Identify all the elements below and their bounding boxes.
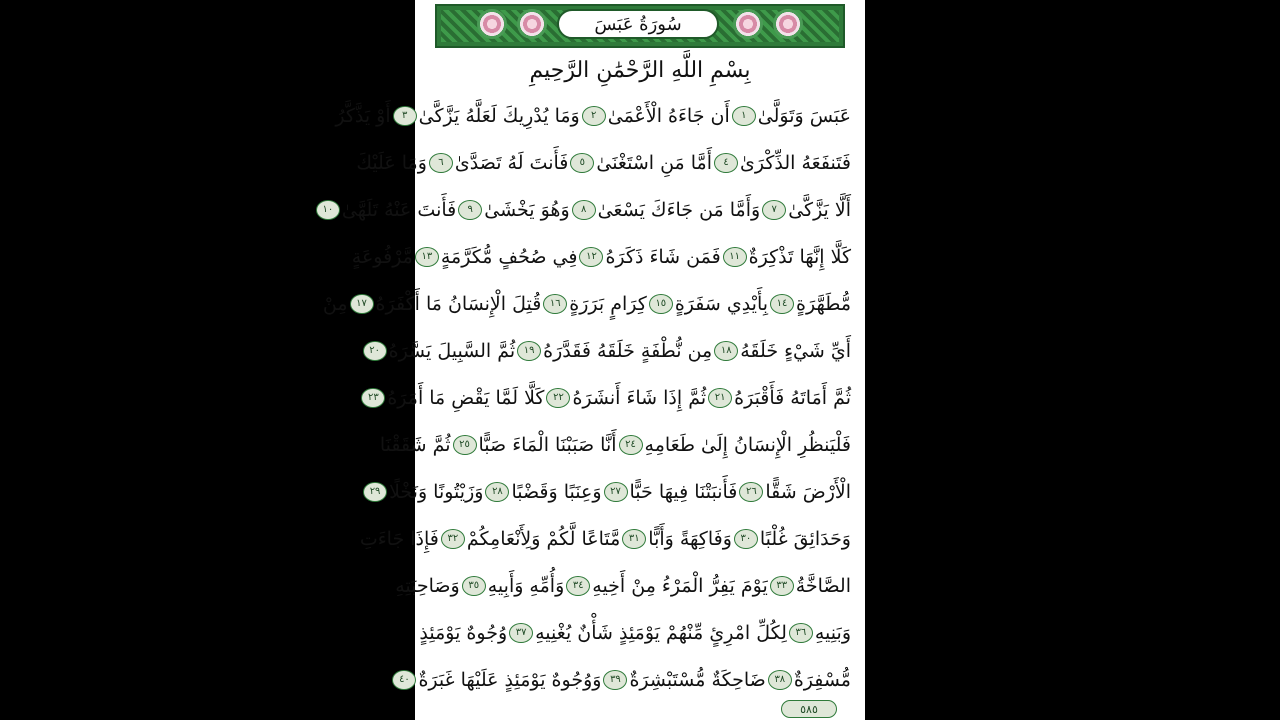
verse-text: وَفَاكِهَةً وَأَبًّا bbox=[648, 527, 732, 550]
verse-line bbox=[369, 327, 851, 374]
page-number: ٥٨٥ bbox=[800, 702, 818, 716]
rosette-ornament-icon bbox=[517, 9, 547, 39]
mushaf-page bbox=[322, 0, 865, 720]
verse-text: أَن جَاءَهُ الْأَعْمَىٰ bbox=[607, 104, 730, 127]
ayah-number-marker: ١٣ bbox=[415, 247, 439, 267]
verse-text: كِرَامٍ بَرَرَةٍ bbox=[569, 292, 647, 315]
ayah-number-marker: ٣٨ bbox=[768, 670, 792, 690]
ayah-number-marker: ٣٩ bbox=[603, 670, 627, 690]
verse-text: وَحَدَائِقَ غُلْبًا bbox=[759, 527, 851, 550]
ayah-number-marker: ٢٨ bbox=[485, 482, 509, 502]
ayah-number-marker: ١ bbox=[732, 106, 756, 126]
ayah-number-marker: ٣٦ bbox=[789, 623, 813, 643]
surah-title: سُورَةُ عَبَسَ bbox=[594, 13, 682, 35]
verse-text: فَأَنتَ عَنْهُ تَلَهَّىٰ bbox=[341, 198, 457, 221]
verse-text: فَتَنفَعَهُ الذِّكْرَىٰ bbox=[740, 151, 851, 174]
verse-text: مُّطَهَّرَةٍ bbox=[796, 292, 851, 315]
verse-text: الْأَرْضَ شَقًّا bbox=[765, 480, 851, 503]
ayah-number-marker: ٧ bbox=[762, 200, 786, 220]
verse-text: وَأَمَّا مَن جَاءَكَ يَسْعَىٰ bbox=[597, 198, 761, 221]
ayah-number-marker: ٣٧ bbox=[509, 623, 533, 643]
verse-text: وَمَا يُدْرِيكَ لَعَلَّهُ يَزَّكَّىٰ bbox=[418, 104, 580, 127]
verse-line bbox=[367, 374, 851, 421]
verse-text: عَبَسَ وَتَوَلَّىٰ bbox=[757, 104, 851, 127]
ayah-number-marker: ٢٢ bbox=[546, 388, 570, 408]
ayah-number-marker: ١٩ bbox=[517, 341, 541, 361]
rosette-ornament-icon bbox=[733, 9, 763, 39]
verse-text: مَّرْفُوعَةٍ bbox=[351, 245, 413, 268]
verse-text: مِن نُّطْفَةٍ خَلَقَهُ فَقَدَّرَهُ bbox=[543, 339, 713, 362]
verse-line bbox=[369, 468, 851, 515]
ayah-number-marker: ٩ bbox=[458, 200, 482, 220]
rosette-ornament-icon bbox=[477, 9, 507, 39]
ayah-number-marker: ٢ bbox=[582, 106, 606, 126]
verse-text: كَلَّا إِنَّهَا تَذْكِرَةٌ bbox=[748, 245, 851, 268]
verse-text: ضَاحِكَةٌ مُّسْتَبْشِرَةٌ bbox=[629, 668, 766, 691]
surah-header-frame bbox=[435, 4, 845, 48]
ayah-number-marker: ٣٠ bbox=[734, 529, 758, 549]
verse-text: مُّسْفِرَةٌ bbox=[793, 668, 851, 691]
verse-text: فَمَن شَاءَ ذَكَرَهُ bbox=[605, 245, 721, 268]
surah-title-cartouche bbox=[557, 9, 719, 39]
verse-line bbox=[335, 92, 851, 139]
verse-text: فَأَنتَ لَهُ تَصَدَّىٰ bbox=[454, 151, 569, 174]
verse-text: ثُمَّ إِذَا شَاءَ أَنشَرَهُ bbox=[572, 386, 707, 409]
verse-text: وَبَنِيهِ bbox=[814, 621, 851, 644]
ayah-number-marker: ٣١ bbox=[622, 529, 646, 549]
verse-text: وَوُجُوهٌ يَوْمَئِذٍ عَلَيْهَا غَبَرَةٌ bbox=[418, 668, 602, 691]
verse-line bbox=[419, 609, 851, 656]
ayah-number-marker: ٣٣ bbox=[770, 576, 794, 596]
verse-text: وَمَا عَلَيْكَ bbox=[356, 151, 427, 174]
ayah-number-marker: ١٧ bbox=[350, 294, 374, 314]
verse-text: مِنْ bbox=[322, 292, 348, 315]
ayah-number-marker: ٣٢ bbox=[441, 529, 465, 549]
verse-text: ثُمَّ أَمَاتَهُ فَأَقْبَرَهُ bbox=[734, 386, 851, 409]
verse-text: أَلَّا يَزَّكَّىٰ bbox=[788, 198, 851, 221]
verse-text: فَأَنبَتْنَا فِيهَا حَبًّا bbox=[629, 480, 738, 503]
verse-text: يَوْمَ يَفِرُّ الْمَرْءُ مِنْ أَخِيهِ bbox=[592, 574, 768, 597]
verse-text: أَمَّا مَنِ اسْتَغْنَىٰ bbox=[596, 151, 712, 174]
ayah-number-marker: ٤٠ bbox=[392, 670, 416, 690]
verse-text: بِأَيْدِي سَفَرَةٍ bbox=[674, 292, 769, 315]
verse-text: قُتِلَ الْإِنسَانُ مَا أَكْفَرَهُ bbox=[375, 292, 542, 315]
ayah-number-marker: ٢٧ bbox=[604, 482, 628, 502]
ayah-number-marker: ٢٤ bbox=[619, 435, 643, 455]
verse-text: مَّتَاعًا لَّكُمْ وَلِأَنْعَامِكُمْ bbox=[466, 527, 621, 550]
ayah-number-marker: ٢٩ bbox=[363, 482, 387, 502]
ayah-number-marker: ٢٠ bbox=[363, 341, 387, 361]
verse-line bbox=[399, 656, 851, 703]
verse-text: فِي صُحُفٍ مُّكَرَّمَةٍ bbox=[440, 245, 578, 268]
ayah-number-marker: ١٢ bbox=[579, 247, 603, 267]
ayah-number-marker: ٨ bbox=[572, 200, 596, 220]
ayah-number-marker: ١٨ bbox=[714, 341, 738, 361]
ayah-number-marker: ٢١ bbox=[708, 388, 732, 408]
rosette-ornament-icon bbox=[773, 9, 803, 39]
verse-line bbox=[359, 515, 851, 562]
verse-line bbox=[351, 233, 851, 280]
verse-text: وُجُوهٌ يَوْمَئِذٍ bbox=[419, 621, 508, 644]
verse-text: ثُمَّ شَقَقْنَا bbox=[379, 433, 451, 456]
verse-line bbox=[395, 562, 851, 609]
ayah-number-marker: ٣ bbox=[393, 106, 417, 126]
page-number-badge bbox=[781, 700, 837, 718]
verse-text: وَهُوَ يَخْشَىٰ bbox=[484, 198, 570, 221]
ayah-number-marker: ٢٦ bbox=[739, 482, 763, 502]
verse-text: فَلْيَنظُرِ الْإِنسَانُ إِلَىٰ طَعَامِهِ bbox=[644, 433, 851, 456]
ayah-number-marker: ١٥ bbox=[649, 294, 673, 314]
verse-line bbox=[322, 186, 851, 233]
verse-text: ثُمَّ السَّبِيلَ يَسَّرَهُ bbox=[388, 339, 516, 362]
verse-text: أَوْ يَذَّكَّرُ bbox=[335, 104, 391, 127]
verse-text: كَلَّا لَمَّا يَقْضِ مَا أَمَرَهُ bbox=[387, 386, 545, 409]
ayah-number-marker: ٥ bbox=[570, 153, 594, 173]
ayah-number-marker: ١٠ bbox=[316, 200, 340, 220]
verse-text: وَأُمِّهِ وَأَبِيهِ bbox=[487, 574, 565, 597]
verse-text: أَنَّا صَبَبْنَا الْمَاءَ صَبًّا bbox=[478, 433, 617, 456]
verse-lines bbox=[322, 92, 851, 703]
ayah-number-marker: ١٦ bbox=[543, 294, 567, 314]
ayah-number-marker: ٢٣ bbox=[361, 388, 385, 408]
verse-text: وَزَيْتُونًا وَنَخْلًا bbox=[389, 480, 484, 503]
ayah-number-marker: ٣٥ bbox=[462, 576, 486, 596]
ayah-number-marker: ٦ bbox=[429, 153, 453, 173]
verse-text: لِكُلِّ امْرِئٍ مِّنْهُمْ يَوْمَئِذٍ شَأْنٌ يُغْنِيهِ bbox=[535, 621, 787, 644]
verse-text: أَيِّ شَيْءٍ خَلَقَهُ bbox=[740, 339, 851, 362]
verse-line bbox=[379, 421, 851, 468]
verse-text: الصَّاخَّةُ bbox=[795, 574, 851, 597]
ayah-number-marker: ١٤ bbox=[770, 294, 794, 314]
ayah-number-marker: ٣٤ bbox=[566, 576, 590, 596]
ayah-number-marker: ٤ bbox=[714, 153, 738, 173]
verse-text: وَعِنَبًا وَقَضْبًا bbox=[511, 480, 602, 503]
verse-text: فَإِذَا جَاءَتِ bbox=[359, 527, 439, 550]
ayah-number-marker: ١١ bbox=[723, 247, 747, 267]
verse-line bbox=[322, 280, 851, 327]
basmala: بِسْمِ اللَّهِ الرَّحْمَٰنِ الرَّحِيمِ bbox=[529, 58, 751, 83]
verse-text: وَصَاحِبَتِهِ bbox=[395, 574, 460, 597]
verse-line bbox=[356, 139, 851, 186]
ayah-number-marker: ٢٥ bbox=[453, 435, 477, 455]
